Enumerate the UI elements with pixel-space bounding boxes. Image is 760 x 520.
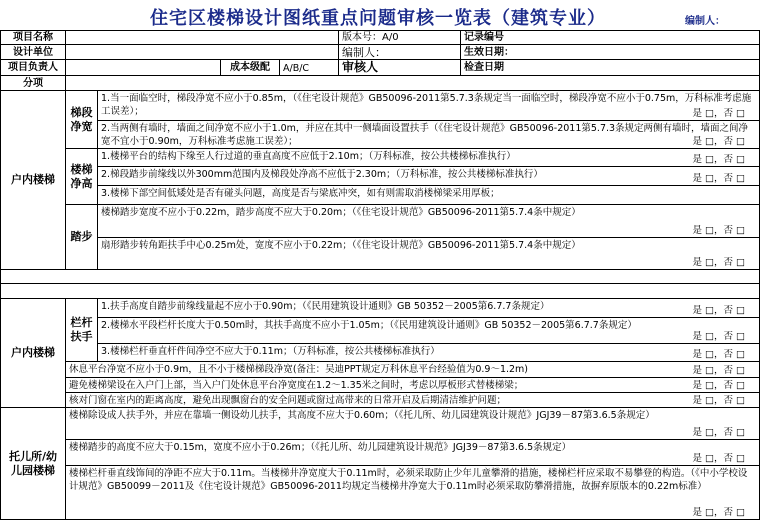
row-text: 楼梯踏步的高度不应大于0.15m，宽度不应小于0.26m；（《托儿所、幼儿园建筑设计规范》JGJ39－87第3.6.5条规定） [69,442,572,453]
effective-date-label: 生效日期： [460,44,760,60]
row-text: 扇形踏步转角距扶手中心0.25m处，宽度不应小于0.22m；（《住宅设计规范》GB50096-2011第5.7.4条中规定） [101,240,581,251]
group-indoor-stairs-2: 户内楼梯 [0,298,66,408]
yes-no-checkbox[interactable]: 是 □，否 □ [692,365,745,376]
cost-level-value: A/B/C [279,59,339,76]
row-rail-3 [97,343,760,362]
compiler-label: 编制人： [685,16,725,27]
row-text: 3.楼梯栏杆垂直杆件间净空不应大于0.11m；（万科标准，按公共楼梯标准执行） [101,346,440,357]
row-text: 1.扶手高度自踏步前缘线量起不应小于0.90m；（《民用建筑设计通则》GB 50352－2005第6.7.7条规定） [101,301,550,312]
row-text: 1.当一面临空时，梯段净宽不应小于0.85m，（《住宅设计规范》GB50096-2011第5.7.3条规定当一面临空时，梯段净宽不应小于0.75m，万科标准考虑施工误差）； [101,93,752,117]
cost-level-label: 成本级配 [220,59,280,76]
row-platform-2 [65,377,760,393]
project-name-label: 项目名称 [0,30,66,45]
yes-no-checkbox[interactable]: 是 □，否 □ [692,136,745,147]
yes-no-checkbox[interactable]: 是 □，否 □ [692,225,745,236]
project-lead-value[interactable] [65,59,221,76]
row-width-2 [97,120,760,149]
spacer-row [0,283,760,299]
row-text: 3.楼梯下部空间低矮处是否有碰头问题，高度是否与梁底冲突，如有则需取消楼梯梁采用厚板； [101,188,500,199]
sub-tread: 踏步 [65,204,98,270]
row-kids-3 [65,465,760,520]
group-kindergarten-stairs: 托儿所/幼儿园楼梯 [0,407,66,520]
row-rail-1 [97,298,760,318]
row-text: 2.当两侧有墙时，墙面之间净宽不应小于1.0m，并应在其中一侧墙面设置扶手（《住宅设计规范》GB50096-2011第5.7.3条规定两侧有墙时，墙面之间净宽不宜小于0.90m，万科标准考虑施工误差）； [101,123,749,147]
row-text: 楼梯栏杆垂直线饰间的净距不应大于0.11m。当楼梯井净宽度大于0.11m时，必须采取防止少年儿童攀滑的措施，楼梯栏杆应采取不易攀登的构造。（《中小学校设计规范》GB50099－2011及《住宅设计规范》GB50096-2011均规定当楼梯井净宽大于0.11m时必须采取防攀滑措施，故摒弃原版本的0.22m标准） [69,468,748,492]
category-label: 分项 [0,75,66,91]
yes-no-checkbox[interactable]: 是 □，否 □ [692,305,745,316]
yes-no-checkbox[interactable]: 是 □，否 □ [692,507,745,518]
row-text: 2.梯段踏步前缘线以外300mm范围内及梯段处净高不应低于2.30m；（万科标准，按公共楼梯标准执行） [101,169,543,180]
row-platform-1 [65,361,760,378]
version-label: 版本号：A/0 [338,30,461,45]
row-tread-2 [97,237,760,270]
row-kids-1 [65,407,760,440]
project-lead-label: 项目负责人 [0,59,66,76]
yes-no-checkbox[interactable]: 是 □，否 □ [692,257,745,268]
row-text: 避免楼梯梁设在入户门上部，当入户门处休息平台净宽度在1.2～1.35米之间时，考虑以厚板形式替楼梯梁； [69,380,524,391]
yes-no-checkbox[interactable]: 是 □，否 □ [692,427,745,438]
row-kids-2 [65,439,760,466]
row-text: 2.楼梯水平段栏杆长度大于0.50m时，其扶手高度不应小于1.05m；（《民用建筑设计通则》GB 50352－2005第6.7.7条规定） [101,320,637,331]
row-text: 楼梯踏步宽度不应小于0.22m，踏步高度不应大于0.20m；（《住宅设计规范》GB50096-2011第5.7.4条中规定） [101,207,581,218]
yes-no-checkbox[interactable]: 是 □，否 □ [692,395,745,406]
check-date-label: 检查日期 [460,59,760,76]
row-text: 核对门窗在室内的距离高度，避免出现飘窗台的安全问题或窗过高带来的日常开启及后期清洁维护问题； [69,395,507,406]
row-text: 楼梯除设成人扶手外，并应在靠墙一侧设幼儿扶手，其高度不应大于0.60m；（《托儿所、幼儿园建筑设计规范》JGJ39－87第3.6.5条规定） [69,410,655,421]
yes-no-checkbox[interactable]: 是 □，否 □ [692,108,745,119]
category-value [65,75,760,91]
row-tread-1 [97,204,760,238]
yes-no-checkbox[interactable]: 是 □，否 □ [692,349,745,360]
project-name-value[interactable] [65,30,339,45]
row-height-2 [97,166,760,186]
page-title: 住宅区楼梯设计图纸重点问题审核一览表（建筑专业） [150,8,606,29]
row-text: 1.楼梯平台的结构下缘至人行过道的垂直高度不应低于2.10m；（万科标准，按公共楼梯标准执行） [101,151,516,162]
design-unit-value[interactable] [65,44,339,60]
group-indoor-stairs-1: 户内楼梯 [0,90,66,270]
sub-stair-width: 梯段净宽 [65,90,98,149]
sub-stair-height: 楼梯净高 [65,148,98,205]
sub-handrail: 栏杆扶手 [65,298,98,362]
compiler-field: 编制人： [338,44,461,60]
row-height-1 [97,148,760,167]
row-text: 休息平台净宽不应小于0.9m，且不小于楼梯梯段净宽(备注：吴迪PPT规定万科休息平台经验值为0.9～1.2m) [69,364,529,375]
yes-no-checkbox[interactable]: 是 □，否 □ [692,154,745,165]
reviewer-label: 审核人 [338,59,461,76]
row-platform-3 [65,392,760,408]
row-width-1 [97,90,760,121]
row-height-3 [97,185,760,205]
title-bar [0,0,760,30]
yes-no-checkbox[interactable]: 是 □，否 □ [692,453,745,464]
yes-no-checkbox[interactable]: 是 □，否 □ [692,173,745,184]
record-no-label: 记录编号 [460,30,760,45]
row-rail-2 [97,317,760,344]
design-unit-label: 设计单位 [0,44,66,60]
yes-no-checkbox[interactable]: 是 □，否 □ [692,331,745,342]
spacer-row [0,269,760,284]
yes-no-checkbox[interactable]: 是 □，否 □ [692,380,745,391]
